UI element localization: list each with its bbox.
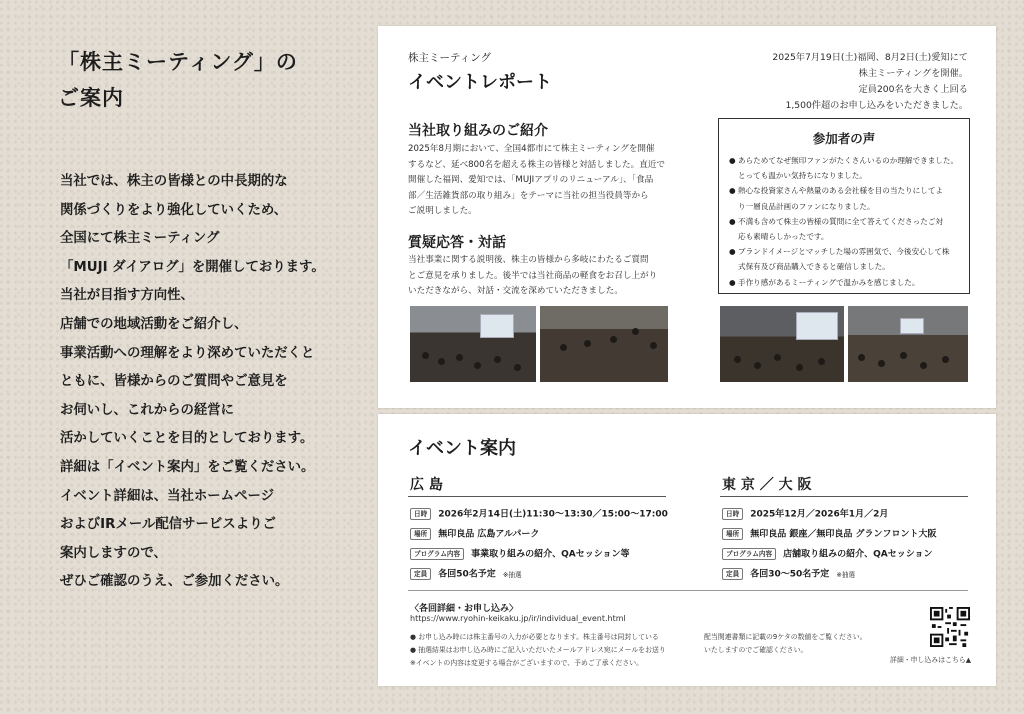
voice-line: 応も素晴らしかったです。 xyxy=(738,232,829,242)
tokyo-date-row xyxy=(722,508,888,521)
tokyo-place-row xyxy=(722,528,936,541)
voice-item: ● 手作り感があるミーティングで温かみを感じました。 xyxy=(729,275,963,290)
voice-line: ブランドイメージとマッチした場の雰囲気で、今後安心して株 xyxy=(738,247,950,257)
projector-screen xyxy=(900,318,924,334)
report-intro-line: 定員200名を大きく上回る xyxy=(858,84,968,95)
voices-title: 参加者の声 xyxy=(812,131,876,146)
divider xyxy=(720,496,968,497)
left-body-line: 店舗での地域活動をご紹介し、 xyxy=(60,316,248,332)
tokyo-osaka-title: 東 京 ／ 大 阪 xyxy=(722,477,812,493)
qr-caption: 詳細・申し込みはこちら▲ xyxy=(890,656,972,664)
left-body-line: 当社では、株主の皆様との中長期的な xyxy=(60,174,288,189)
event-photo xyxy=(410,306,536,382)
left-title-line: ご案内 xyxy=(58,86,124,110)
note-line: ● 抽選結果はお申し込み時にご記入いただいたメールアドレス宛にメールをお送り xyxy=(410,645,666,654)
notes xyxy=(410,631,666,669)
tokyo-program: 店舗取り組みの紹介、QAセッション xyxy=(783,549,933,560)
voice-item: ● 熱心な投資家さんや熱量のある会社様を目の当たりにしてよ り一層良品計画のファンになりました。 xyxy=(729,183,963,213)
para-line: ご説明しました。 xyxy=(408,206,477,217)
hiroshima-capacity: 各回50名予定 xyxy=(438,569,496,580)
report-intro-line: 株主ミーティングを開催。 xyxy=(858,68,968,79)
divider xyxy=(408,496,666,497)
hiroshima-date: 2026年2月14日(土)11:30〜13:30／15:00〜17:00 xyxy=(438,509,668,520)
voice-line: 不満も含めて株主の皆様の質問に全て答えてくださったご対 xyxy=(738,216,944,226)
voice-line: 熱心な投資家さんや熱量のある会社様を目の当たりにしてよ xyxy=(738,186,944,196)
tag: 日時 xyxy=(722,508,743,520)
voice-item: ● あらためてなぜ無印ファンがたくさんいるのか理解できました。 とっても温かい気持ちになりました。 xyxy=(729,153,963,183)
details-title: 〈各回詳細・お申し込み〉 xyxy=(410,604,519,614)
hiroshima-capacity-row xyxy=(410,568,522,581)
para-line: 開催した福岡、愛知では、「MUJIアプリのリニューアル」、「食品 xyxy=(408,175,654,186)
para-line: とご意見を承りました。後半では当社商品の軽食をお召し上がり xyxy=(408,270,658,281)
left-body-line: 案内しますので、 xyxy=(60,545,167,561)
report-intro-line: 2025年7月19日(土)福岡、8月2日(土)愛知にて xyxy=(772,52,968,63)
tokyo-capacity: 各回30〜50名予定 xyxy=(750,569,830,580)
event-guide-title: イベント案内 xyxy=(408,438,516,459)
left-body-line: 全国にて株主ミーティング xyxy=(60,231,220,247)
left-body xyxy=(60,168,325,597)
section-qa-text xyxy=(408,253,698,300)
hiroshima-place-row xyxy=(410,528,539,541)
tag: プログラム内容 xyxy=(722,548,776,560)
lottery-note: ※抽選 xyxy=(502,570,522,579)
report-title: イベントレポート xyxy=(408,72,552,93)
left-body-line: 事業活動への理解をより深めていただくと xyxy=(60,345,315,361)
participant-voices-box xyxy=(718,118,970,294)
para-line: いただきながら、対話・交流を深めていただきました。 xyxy=(408,286,623,297)
left-body-line: 詳細は「イベント案内」をご覧ください。 xyxy=(60,459,315,475)
event-photo xyxy=(540,306,668,382)
voice-item: ● 不満も含めて株主の皆様の質問に全て答えてくださったご対 応も素晴らしかったです。 xyxy=(729,214,963,244)
left-body-line: イベント詳細は、当社ホームページ xyxy=(60,488,274,504)
report-kicker: 株主ミーティング xyxy=(408,52,491,64)
note-line: 配当関連書類に記載の9ケタの数値をご覧ください。 xyxy=(704,633,867,641)
tag: プログラム内容 xyxy=(410,548,464,560)
lottery-note: ※抽選 xyxy=(836,570,856,579)
tag: 定員 xyxy=(722,568,743,580)
left-body-line: 関係づくりをより強化していくため、 xyxy=(60,202,288,218)
note-line: いたしますのでご確認ください。 xyxy=(704,645,808,654)
hiroshima-program-row xyxy=(410,548,630,561)
tokyo-capacity-row xyxy=(722,568,855,581)
report-intro-line: 1,500件超のお申し込みをいただきました。 xyxy=(785,100,968,111)
left-body-line: お伺いし、これからの経営に xyxy=(60,402,235,418)
note-line: ● お申し込み時には株主番号の入力が必要となります。株主番号は同封している xyxy=(410,633,659,641)
tag: 日時 xyxy=(410,508,431,520)
tokyo-date: 2025年12月／2026年1月／2月 xyxy=(750,509,889,520)
left-title-line: 「株主ミーティング」の xyxy=(58,50,298,74)
left-body-line: ぜひご確認のうえ、ご参加ください。 xyxy=(60,574,289,590)
voices-list xyxy=(729,153,963,290)
tokyo-place: 無印良品 銀座／無印良品 グランフロント大阪 xyxy=(750,529,937,540)
section-initiatives-text xyxy=(408,142,698,220)
para-line: 当社事業に関する説明後、株主の皆様から多岐にわたるご質問 xyxy=(408,255,649,265)
projector-screen xyxy=(480,314,514,338)
section-initiatives-title: 当社取り組みのご紹介 xyxy=(408,123,548,139)
hiroshima-date-row xyxy=(410,508,668,521)
report-intro xyxy=(772,50,968,114)
tag: 場所 xyxy=(722,528,743,540)
projector-screen xyxy=(796,312,838,340)
para-line: 2025年8月期において、全国4都市にて株主ミーティングを開催 xyxy=(408,144,655,154)
hiroshima-title: 広 島 xyxy=(410,477,443,493)
left-body-line: 活かしていくことを目的としております。 xyxy=(60,431,314,447)
para-line: 部／生活雑貨部の取り組み」をテーマに当社の担当役員等から xyxy=(408,190,649,201)
left-body-line: 「MUJI ダイアログ」を開催しております。 xyxy=(60,259,325,275)
voice-item: ● ブランドイメージとマッチした場の雰囲気で、今後安心して株 式保有及び商品購入できると確信しました。 xyxy=(729,244,963,274)
section-qa-title: 質疑応答・対話 xyxy=(408,235,506,251)
qr-code-icon[interactable] xyxy=(930,607,970,647)
voice-line: 式保有及び商品購入できると確信しました。 xyxy=(738,262,890,272)
details-url-link[interactable]: https://www.ryohin-keikaku.jp/ir/individual_event.html xyxy=(410,614,626,623)
notes-continued xyxy=(704,631,867,657)
tokyo-program-row xyxy=(722,548,933,561)
divider xyxy=(408,590,968,591)
voice-line: り一層良品計画のファンになりました。 xyxy=(738,201,875,211)
event-photo xyxy=(720,306,844,382)
voice-line: とっても温かい気持ちになりました。 xyxy=(738,171,867,181)
voice-line: 手作り感があるミーティングで温かみを感じました。 xyxy=(738,277,920,287)
event-photo xyxy=(848,306,968,382)
hiroshima-place: 無印良品 広島アルパーク xyxy=(438,529,540,540)
hiroshima-program: 事業取り組みの紹介、QAセッション等 xyxy=(471,549,630,560)
left-body-line: およびIRメール配信サービスよりご xyxy=(60,517,276,533)
left-title xyxy=(58,44,298,116)
left-body-line: ともに、皆様からのご質問やご意見を xyxy=(60,374,288,390)
tag: 場所 xyxy=(410,528,431,540)
para-line: するなど、延べ800名を超える株主の皆様と対話しました。直近で xyxy=(408,159,666,170)
left-body-line: 当社が目指す方向性、 xyxy=(60,288,194,304)
tag: 定員 xyxy=(410,568,431,580)
note-line: ※イベントの内容は変更する場合がございますので、予めご了承ください。 xyxy=(410,658,644,667)
voice-line: あらためてなぜ無印ファンがたくさんいるのか理解できました。 xyxy=(738,156,959,165)
